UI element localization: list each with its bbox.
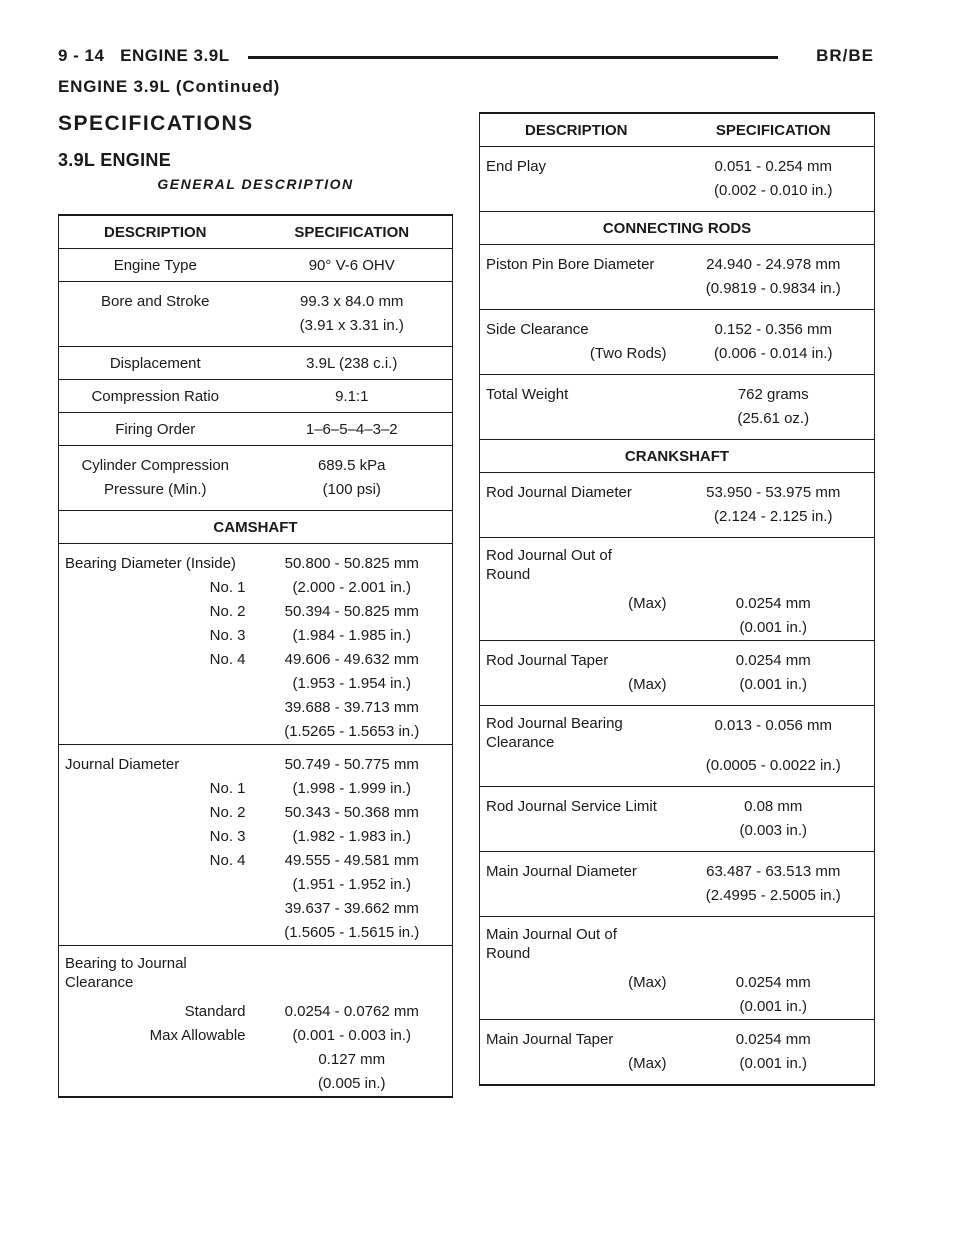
row-description: Displacement [109,354,201,372]
row-value: 0.0254 mm [735,974,811,991]
row-description: Firing Order [115,420,196,438]
row-value-imperial: (1.998 - 1.999 in.) [292,780,411,797]
specification-header: SPECIFICATION [673,113,875,147]
table-row [480,245,875,310]
row-description: Main Journal Out of [486,926,617,943]
table-row [59,946,453,1098]
row-description: Rod Journal Service Limit [486,798,657,815]
row-value: 3.9L (238 c.i.) [306,354,398,372]
row-description: Bearing Diameter (Inside) [65,555,236,572]
row-description: Engine Type [113,256,197,274]
row-value-imperial: (0.001 - 0.003 in.) [292,1027,411,1044]
row-description-cont: Clearance [486,734,555,751]
row-value: 63.487 - 63.513 mm [706,863,841,880]
section-name: ENGINE 3.9L [120,46,230,65]
max-label: (Max) [628,595,667,612]
specification-header: SPECIFICATION [252,215,453,249]
row-value: 99.3 x 84.0 mm [300,293,404,310]
max-allowable-label: Max Allowable [149,1027,246,1044]
table-row [480,641,875,706]
row-description-cont: Round [486,566,531,583]
row-value: 0.0254 mm [735,595,811,612]
table-row [480,375,875,440]
connecting-rods-section: CONNECTING RODS [480,212,875,245]
page-subtitle: ENGINE 3.9L (Continued) [58,77,281,96]
row-value: 0.051 - 0.254 mm [714,158,833,175]
table-row [480,787,875,852]
journal-no-label: No. 1 [209,780,246,797]
section-row [480,440,875,473]
row-value: 0.013 - 0.056 mm [714,717,833,734]
page-number-and-section [58,46,230,66]
table-header-row [59,215,453,249]
row-description: Rod Journal Out of [486,547,612,564]
table-row [59,249,453,282]
row-description: Journal Diameter [65,756,180,773]
engine-title: 3.9L ENGINE [58,150,172,170]
row-value-imperial: (100 psi) [322,481,381,498]
row-description: Total Weight [486,386,569,403]
page-header [0,0,960,65]
table-header-row [480,113,875,147]
row-value: 90° V-6 OHV [308,256,395,274]
row-value-imperial: (1.984 - 1.985 in.) [292,627,411,644]
row-value-imperial: (0.001 in.) [739,676,808,693]
row-value: 49.606 - 49.632 mm [284,651,419,668]
row-description-cont: Pressure (Min.) [103,481,207,498]
bearing-no-label: No. 1 [209,579,246,596]
row-description: Main Journal Diameter [486,863,637,880]
row-value: 0.152 - 0.356 mm [714,321,833,338]
specifications-title: SPECIFICATIONS [58,112,254,135]
journal-no-label: No. 4 [209,852,246,869]
row-value-imperial: (0.001 in.) [739,1055,808,1072]
row-description: Main Journal Taper [486,1031,614,1048]
section-row [480,212,875,245]
row-value-imperial: (0.0005 - 0.0022 in.) [705,757,841,774]
bearing-no-label: No. 4 [209,651,246,668]
general-spec-table [58,214,453,1098]
row-description: Rod Journal Taper [486,652,609,669]
row-value: 53.950 - 53.975 mm [706,484,841,501]
table-row [59,446,453,511]
row-value: 39.688 - 39.713 mm [284,699,419,716]
row-value-imperial: (3.91 x 3.31 in.) [299,317,404,334]
row-description: Compression Ratio [91,387,220,405]
row-description: Bore and Stroke [101,293,210,310]
row-value-imperial: (2.4995 - 2.5005 in.) [705,887,841,904]
section-row [59,511,453,544]
row-description-cont: Round [486,945,531,962]
table-row [480,310,875,375]
journal-no-label: No. 3 [209,828,246,845]
row-value: 24.940 - 24.978 mm [706,256,841,273]
row-value: 0.0254 mm [735,1031,811,1048]
row-description: Side Clearance [486,321,589,338]
row-description: Cylinder Compression [81,457,230,474]
standard-label: Standard [184,1003,246,1020]
row-value: 0.127 mm [318,1051,386,1068]
row-description: Rod Journal Diameter [486,484,632,501]
row-value-imperial: (0.003 in.) [739,822,808,839]
row-description: Piston Pin Bore Diameter [486,256,655,273]
two-rods-label: (Two Rods) [589,345,667,362]
table-row [59,380,453,413]
table-row [59,413,453,446]
row-value-imperial: (0.006 - 0.014 in.) [714,345,833,362]
row-value: 50.343 - 50.368 mm [284,804,419,821]
row-description: End Play [486,158,547,175]
row-description-cont: Clearance [65,974,134,991]
row-description: Bearing to Journal [65,955,187,972]
row-value: 0.0254 - 0.0762 mm [284,1003,419,1020]
row-value-imperial: (2.000 - 2.001 in.) [292,579,411,596]
row-value: 50.749 - 50.775 mm [284,756,419,773]
row-value-imperial: (1.951 - 1.952 in.) [292,876,411,893]
row-value-imperial: (0.001 in.) [739,998,808,1015]
table-row [480,917,875,1020]
row-value: 762 grams [737,386,809,403]
row-value: 0.0254 mm [735,652,811,669]
row-value-imperial: (0.002 - 0.010 in.) [714,182,833,199]
row-value: 50.394 - 50.825 mm [284,603,419,620]
description-header: DESCRIPTION [59,215,252,249]
table-row [480,147,875,212]
camshaft-section: CAMSHAFT [59,511,453,544]
row-value-imperial: (1.5605 - 1.5615 in.) [284,924,420,941]
row-value: 1–6–5–4–3–2 [305,420,398,438]
table-row [59,347,453,380]
table-row [480,706,875,787]
table-row [480,1020,875,1086]
row-value-imperial: (1.953 - 1.954 in.) [292,675,411,692]
row-value: 689.5 kPa [317,457,386,474]
journal-no-label: No. 2 [209,804,246,821]
max-label: (Max) [628,676,667,693]
row-value-imperial: (1.5265 - 1.5653 in.) [284,723,420,740]
row-value: 50.800 - 50.825 mm [284,555,419,572]
row-value: 49.555 - 49.581 mm [284,852,419,869]
row-value: 9.1:1 [335,387,369,405]
continued-spec-table [479,112,875,1086]
row-value-imperial: (1.982 - 1.983 in.) [292,828,411,845]
row-value-imperial: (0.9819 - 0.9834 in.) [705,280,841,297]
crankshaft-section: CRANKSHAFT [480,440,875,473]
table-row [59,282,453,347]
model-code: BR/BE [816,46,874,65]
table-row [59,745,453,946]
header-rule [248,56,778,59]
description-header: DESCRIPTION [480,113,673,147]
page-number: 9 - 14 [58,46,105,65]
max-label: (Max) [628,974,667,991]
row-description: Rod Journal Bearing [486,715,623,732]
row-value-imperial: (25.61 oz.) [737,410,810,427]
row-value-imperial: (2.124 - 2.125 in.) [714,508,833,525]
table-row [480,852,875,917]
row-value: 39.637 - 39.662 mm [284,900,419,917]
row-value-imperial: (0.005 in.) [317,1075,386,1092]
table-row [59,544,453,745]
table-row [480,473,875,538]
row-value: 0.08 mm [744,798,803,815]
row-value-imperial: (0.001 in.) [739,619,808,636]
table-row [480,538,875,641]
max-label: (Max) [628,1055,667,1072]
bearing-no-label: No. 2 [209,603,246,620]
general-description-title: GENERAL DESCRIPTION [157,176,354,192]
bearing-no-label: No. 3 [209,627,246,644]
